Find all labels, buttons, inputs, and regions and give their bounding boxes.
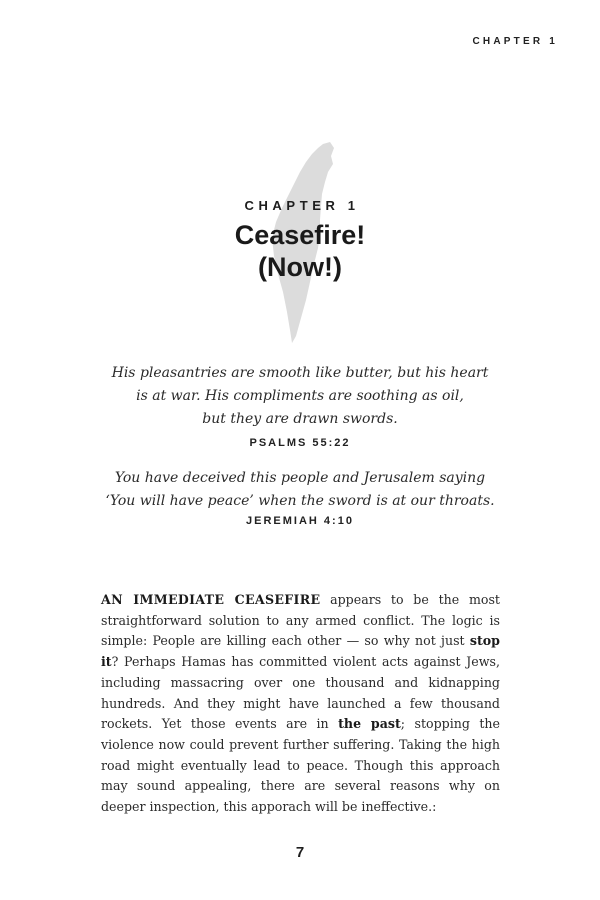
paragraph-lead-in: AN IMMEDIATE CEASEFIRE (101, 592, 321, 607)
chapter-title-line-1: Ceasefire! (234, 220, 366, 250)
epigraph-line: You have deceived this people and Jerusalem saying (114, 470, 486, 486)
epigraph-line: but they are drawn swords. (202, 411, 398, 427)
paragraph-text: appears to be the most straightforward solution to any armed conflict. The logic is simple: People are killing each other — so why not just (101, 592, 500, 649)
body-paragraph (101, 590, 500, 818)
paragraph-text: ? Perhaps Hamas has committed violent acts against Jews, including massacring over one thousand and kidnapping hundreds. And they might have launched a few thousand rockets. Yet those events are in (101, 654, 500, 732)
epigraph-psalms (0, 362, 600, 449)
chapter-title-line-2: (Now!) (258, 252, 342, 282)
epigraph-line: His pleasantries are smooth like butter, but his heart (111, 365, 489, 381)
epigraph-source: JEREMIAH 4:10 (246, 515, 354, 527)
chapter-label: CHAPTER 1 (244, 198, 360, 213)
epigraph-line: is at war. His compliments are soothing as oil, (136, 388, 464, 404)
emphasis-stop-it: stop it (101, 633, 500, 670)
page-number: 7 (295, 844, 305, 861)
epigraph-source: PSALMS 55:22 (249, 437, 351, 449)
emphasis-the-past: the past (338, 716, 401, 732)
paragraph-text: ; stopping the violence now could prevent further suffering. Taking the high road might eventually lead to peace. Though this approach may sound appealing, there are several reasons why on deeper inspection, this apporach will be ineffective.: (101, 716, 500, 815)
epigraph-line: ‘You will have peace’ when the sword is at our throats. (105, 493, 495, 509)
chapter-heading (0, 198, 600, 283)
running-head: CHAPTER 1 (472, 36, 558, 47)
epigraph-jeremiah (0, 467, 600, 527)
